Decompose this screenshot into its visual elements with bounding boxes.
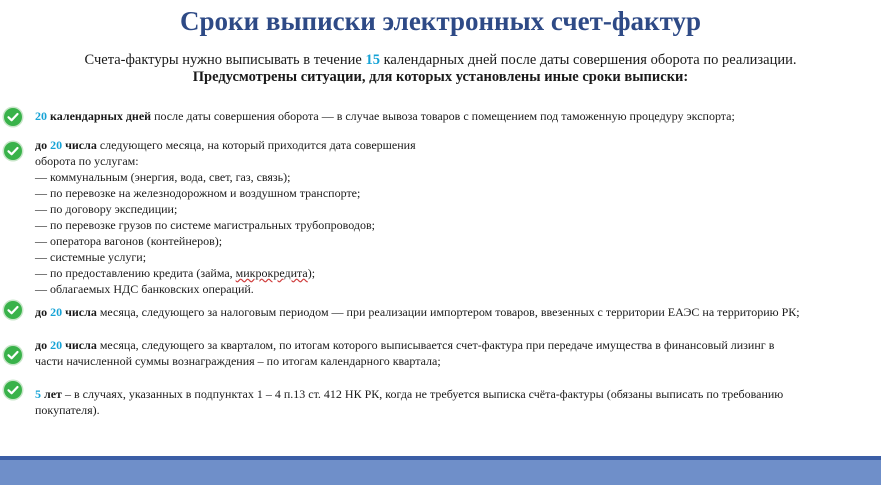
- list-item: [35, 386, 875, 418]
- intro-line-1: [0, 52, 881, 69]
- item-number: 20: [35, 109, 47, 123]
- list-item: [35, 137, 875, 297]
- item-number: 20: [50, 338, 63, 352]
- item-line-2: части начисленной суммы вознаграждения – по итогам календарного квартала;: [35, 354, 441, 368]
- sub-item: — по договору экспедиции;: [35, 202, 178, 216]
- item-line: [35, 386, 875, 402]
- item-text: следующего месяца, на который приходится дата совершения: [96, 138, 416, 152]
- intro-text: Счета-фактуры нужно выписывать в течение: [84, 52, 366, 68]
- intro: [0, 52, 881, 86]
- item-text: месяца, следующего за кварталом, по итогам которого выписывается счет-фактура при передаче имущества в финансовый лизинг в: [96, 338, 775, 352]
- item-number: 20: [50, 305, 63, 319]
- intro-line-2: Предусмотрены ситуации, для которых установлены иные сроки выписки:: [192, 69, 689, 85]
- item-text: – в случаях, указанных в подпунктах 1 – 4 п.13 ст. 412 НК РК, когда не требуется выписка счёта-фактуры (обязаны выписать по требованию: [61, 387, 784, 401]
- item-bold: числа: [62, 305, 97, 319]
- check-icon: [4, 108, 22, 126]
- sub-item: — по перевозке грузов по системе магистральных трубопроводов;: [35, 218, 375, 232]
- sub-item: — по перевозке на железнодорожном и воздушном транспорте;: [35, 186, 361, 200]
- footer-line: [0, 456, 881, 460]
- item-number: 20: [50, 138, 63, 152]
- sub-item: — системные услуги;: [35, 250, 147, 264]
- item-bold: числа: [62, 338, 97, 352]
- page-title: Сроки выписки электронных счет-фактур: [180, 6, 701, 36]
- check-icon: [4, 301, 22, 319]
- intro-number: 15: [365, 52, 380, 68]
- sub-item: — облагаемых НДС банковских операций.: [35, 282, 254, 296]
- sub-item-credit: [35, 265, 875, 281]
- sub-item-text: — по предоставлению кредита (займа,: [35, 266, 236, 280]
- sub-item: — коммунальным (энергия, вода, свет, газ, связь);: [35, 170, 291, 184]
- check-icon: [4, 381, 22, 399]
- item-line-2: покупателя).: [35, 403, 100, 417]
- check-icon: [4, 346, 22, 364]
- footer-bar: [0, 456, 881, 485]
- item-line: [35, 137, 875, 153]
- item-number: 5: [35, 387, 41, 401]
- sub-item: — оператора вагонов (контейнеров);: [35, 234, 223, 248]
- item-bold: календарных дней: [47, 109, 152, 123]
- item-text: месяца, следующего за налоговым периодом — при реализации импортером товаров, ввезенных с территории ЕАЭС на территорию РК;: [96, 305, 800, 319]
- list-item: [35, 304, 875, 320]
- item-text: после даты совершения оборота — в случае вывоза товаров с помещением под таможенную процедуру экспорта;: [151, 109, 735, 123]
- sub-item-word: микрокредита: [235, 266, 308, 280]
- item-prefix: до: [35, 138, 51, 152]
- item-prefix: до: [35, 305, 51, 319]
- item-line: [35, 337, 875, 353]
- intro-text-end: календарных дней после даты совершения оборота по реализации.: [379, 52, 797, 68]
- list-item: [35, 108, 875, 124]
- item-bold: лет: [41, 387, 62, 401]
- list-item: [35, 337, 875, 369]
- sub-item-text-end: );: [307, 266, 316, 280]
- item-prefix: до: [35, 338, 51, 352]
- item-line-2: оборота по услугам:: [35, 154, 139, 168]
- check-icon: [4, 142, 22, 160]
- item-bold: числа: [62, 138, 97, 152]
